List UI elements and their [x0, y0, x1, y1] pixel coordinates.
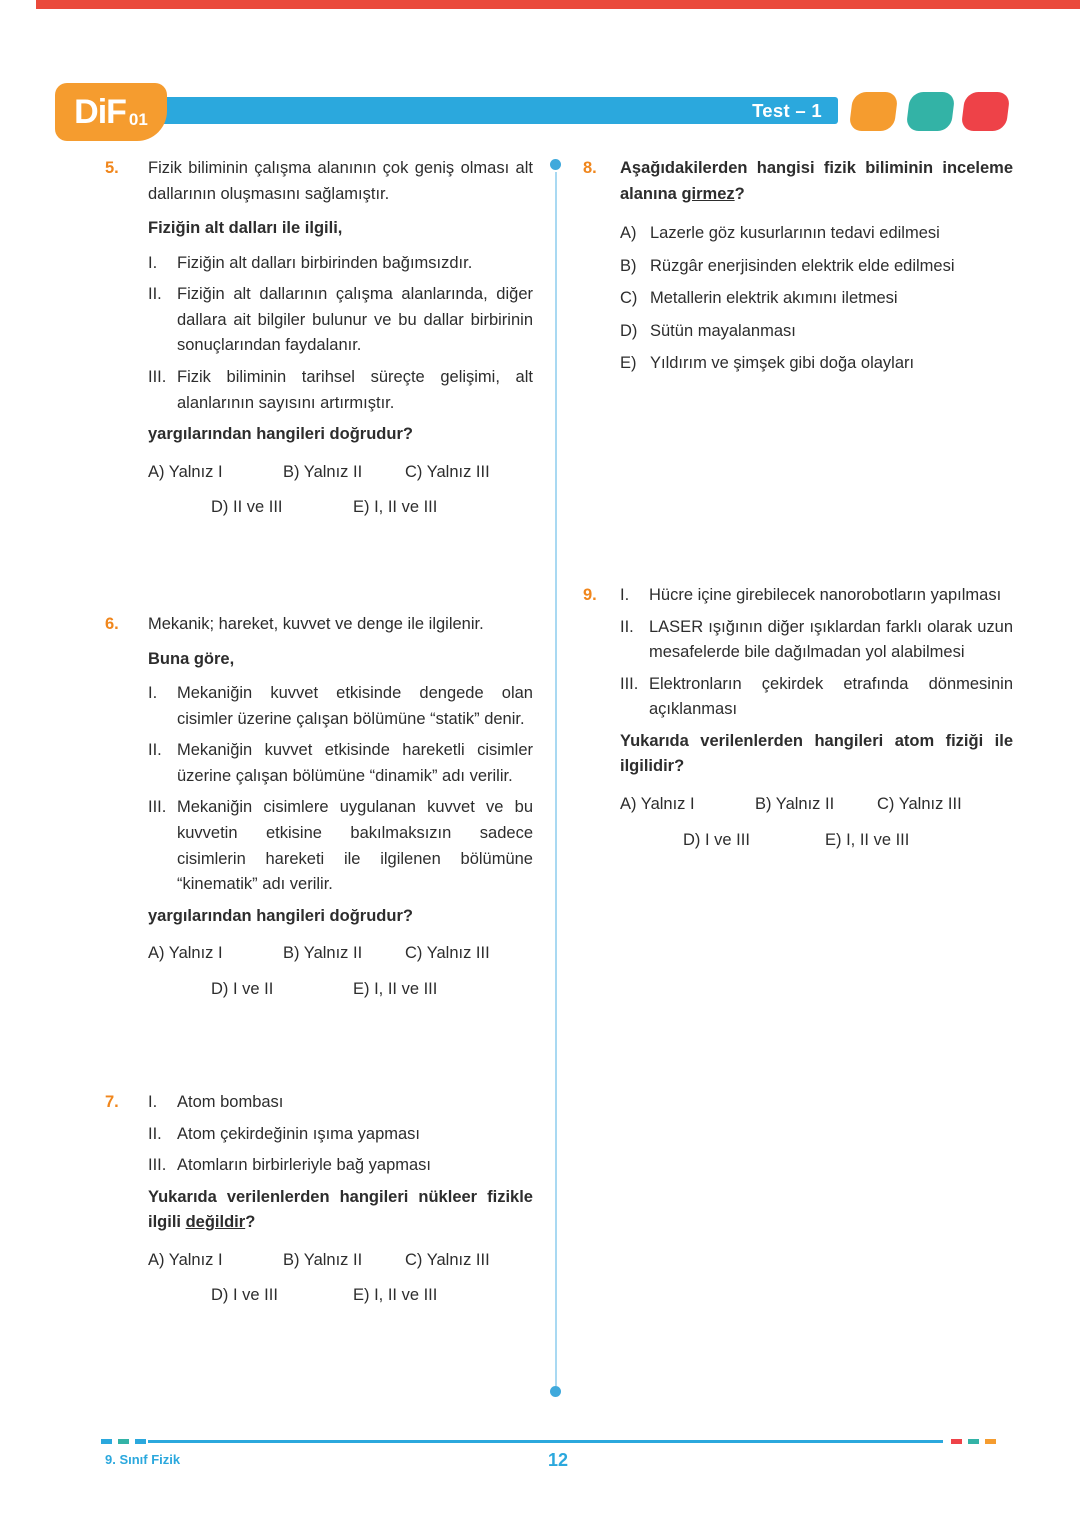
list-item-text: Fizik biliminin tarihsel süreçte gelişimi, alt alanlarının sayısını artırmıştır. [177, 367, 533, 412]
list-item-text: Atomların birbirleriyle bağ yapması [177, 1156, 432, 1175]
list-item-roman: I. [148, 1093, 158, 1111]
footer-dash [101, 1439, 112, 1444]
list-item [148, 795, 533, 897]
deco-shape-teal [906, 92, 956, 131]
deco-shape-red [961, 92, 1011, 131]
list-item-roman: I. [148, 253, 158, 272]
page-number: 12 [547, 1450, 569, 1470]
list-item [148, 251, 533, 277]
footer-dash [118, 1439, 129, 1444]
right-column [583, 150, 1013, 1440]
options-row-2 [148, 1283, 533, 1309]
list-item [620, 583, 1013, 609]
option-a: A) Yalnız I [620, 794, 695, 813]
option-d: D) II ve III [211, 498, 283, 517]
brand-logo-number: 01 [128, 110, 148, 129]
question-body [148, 156, 533, 521]
stem-question-mark: ? [245, 1213, 256, 1232]
list-item [148, 282, 533, 359]
question-body [620, 583, 1013, 853]
test-label: Test – 1 [752, 99, 822, 121]
option-c: C) Yalnız III [877, 794, 962, 813]
list-item-roman: III. [148, 1156, 167, 1175]
options-row-1 [620, 792, 1013, 818]
stem-question-mark: ? [734, 184, 745, 203]
question-body [620, 156, 1013, 384]
option-a: A) Yalnız I [148, 462, 223, 481]
options-row-1 [148, 1248, 533, 1274]
question-body [148, 1090, 533, 1309]
question-lead: Buna göre, [148, 649, 235, 668]
list-item-text: Mekaniğin cisimlere uygulanan kuvvet ve bu kuvvetin etkisine bakılmaksızın sadece cisimlerin hareketi ile ilgilenen bölümüne “kinematik” adı verilir. [177, 798, 533, 894]
list-item-roman: II. [148, 285, 162, 304]
option-e: E) I, II ve III [353, 1286, 438, 1305]
footer-dashes-right [951, 1439, 996, 1444]
stem-text: Yukarıda verilenlerden hangileri nükleer fizikle ilgili [148, 1187, 533, 1232]
question-number: 6. [105, 615, 119, 633]
question-stem [148, 1185, 533, 1236]
option-b: B) Yalnız II [283, 462, 363, 481]
stem-underlined-word: değildir [185, 1213, 246, 1232]
list-item-text: Atom çekirdeğinin ışıma yapması [177, 1124, 421, 1143]
question-stem: yargılarından hangileri doğrudur? [148, 906, 413, 925]
footer-dash [968, 1439, 979, 1444]
option-d: D) I ve III [211, 1286, 278, 1305]
footer-rule [148, 1440, 943, 1443]
question-number: 9. [583, 586, 597, 604]
question-stem [620, 156, 1013, 207]
options-row-1 [148, 460, 533, 486]
brand-logo-text: DiF [74, 92, 126, 131]
stem-underlined-word: girmez [681, 184, 735, 203]
list-item-roman: III. [148, 798, 167, 817]
question-number: 7. [105, 1093, 119, 1111]
question-stem: yargılarından hangileri doğrudur? [148, 425, 413, 444]
question-7 [105, 1090, 533, 1309]
column-divider [555, 172, 557, 1386]
answer-choice [620, 286, 1013, 312]
question-body [148, 612, 533, 1002]
footer-dash [985, 1439, 996, 1444]
list-item-text: Atom bombası [177, 1093, 284, 1111]
list-item [148, 738, 533, 789]
list-item-roman: III. [148, 367, 167, 386]
option-c: C) Yalnız III [405, 1250, 490, 1269]
list-item-roman: II. [620, 617, 634, 636]
question-5 [105, 156, 533, 521]
question-stem: Yukarıda verilenlerden hangileri atom fiziği ile ilgilidir? [620, 731, 1013, 776]
deco-shape-orange [849, 92, 899, 131]
answer-choice [620, 319, 1013, 345]
list-item [620, 615, 1013, 666]
list-item [148, 365, 533, 416]
choice-label: D) [620, 321, 638, 340]
footer-dashes-left [101, 1439, 146, 1444]
list-item-roman: III. [620, 674, 639, 693]
choice-label: B) [620, 256, 637, 275]
list-item-text: LASER ışığının diğer ışıklardan farklı olarak uzun mesafelerde bile dağılmadan yol alabilmesi [649, 617, 1013, 662]
divider-dot-top [550, 159, 561, 170]
options-row-1 [148, 941, 533, 967]
question-intro: Fizik biliminin çalışma alanının çok geniş olması alt dallarının oluşmasını sağlamıştır. [148, 159, 533, 203]
brand-logo [55, 83, 167, 141]
option-b: B) Yalnız II [755, 794, 835, 813]
choice-label: C) [620, 289, 638, 308]
option-c: C) Yalnız III [405, 462, 490, 481]
choice-label: A) [620, 224, 637, 243]
question-9 [583, 583, 1013, 853]
list-item-roman: I. [148, 684, 158, 703]
answer-choice [620, 351, 1013, 377]
option-a: A) Yalnız I [148, 944, 223, 963]
list-item-text: Mekaniğin kuvvet etkisinde dengede olan cisimler üzerine çalışan bölümüne “statik” denir. [177, 684, 533, 728]
list-item [148, 1122, 533, 1148]
question-number: 5. [105, 159, 119, 177]
option-c: C) Yalnız III [405, 944, 490, 963]
list-item-roman: II. [148, 741, 162, 760]
top-accent-strip [36, 0, 1080, 9]
list-item-text: Hücre içine girebilecek nanorobotların yapılması [649, 586, 1002, 604]
option-d: D) I ve III [683, 830, 750, 849]
answer-choice [620, 221, 1013, 247]
divider-dot-bottom [550, 1386, 561, 1397]
option-b: B) Yalnız II [283, 944, 363, 963]
footer-course-label: 9. Sınıf Fizik [105, 1452, 181, 1467]
option-b: B) Yalnız II [283, 1250, 363, 1269]
list-item-text: Fiziğin alt dalları birbirinden bağımsızdır. [177, 253, 473, 272]
list-item-text: Fiziğin alt dallarının çalışma alanlarında, diğer dallara ait bilgiler bulunur ve bu dallar birbirinin sonuçlarından faydalanır. [177, 285, 533, 355]
options-row-2 [148, 977, 533, 1003]
list-item [620, 672, 1013, 723]
question-lead: Fiziğin alt dalları ile ilgili, [148, 219, 343, 238]
footer-dash [135, 1439, 146, 1444]
stem-text: Aşağıdakilerden hangisi fizik biliminin inceleme alanına [620, 159, 1013, 203]
list-item [148, 1090, 533, 1116]
footer-dash [951, 1439, 962, 1444]
list-item-roman: II. [148, 1124, 162, 1143]
list-item [148, 681, 533, 732]
options-row-2 [148, 495, 533, 521]
options-row-2 [620, 828, 1013, 854]
choice-text: Metallerin elektrik akımını iletmesi [650, 289, 898, 308]
choice-text: Rüzgâr enerjisinden elektrik elde edilmesi [650, 256, 955, 275]
left-column [105, 150, 533, 1440]
test-header-bar [150, 97, 838, 124]
choice-label: E) [620, 354, 637, 373]
choice-text: Lazerle göz kusurlarının tedavi edilmesi [650, 224, 940, 243]
option-e: E) I, II ve III [353, 498, 438, 517]
choice-text: Yıldırım ve şimşek gibi doğa olayları [650, 354, 915, 373]
question-number: 8. [583, 159, 597, 177]
list-item-text: Mekaniğin kuvvet etkisinde hareketli cisimler üzerine çalışan bölümüne “dinamik” adı verilir. [177, 741, 533, 785]
list-item [148, 1153, 533, 1179]
list-item-roman: I. [620, 586, 630, 604]
question-8 [583, 156, 1013, 384]
option-e: E) I, II ve III [825, 830, 910, 849]
option-d: D) I ve II [211, 979, 274, 998]
choice-text: Sütün mayalanması [650, 321, 796, 340]
list-item-text: Elektronların çekirdek etrafında dönmesinin açıklanması [649, 674, 1013, 719]
question-intro: Mekanik; hareket, kuvvet ve denge ile ilgilenir. [148, 615, 484, 633]
answer-choice [620, 254, 1013, 280]
option-a: A) Yalnız I [148, 1250, 223, 1269]
option-e: E) I, II ve III [353, 979, 438, 998]
question-6 [105, 612, 533, 1002]
